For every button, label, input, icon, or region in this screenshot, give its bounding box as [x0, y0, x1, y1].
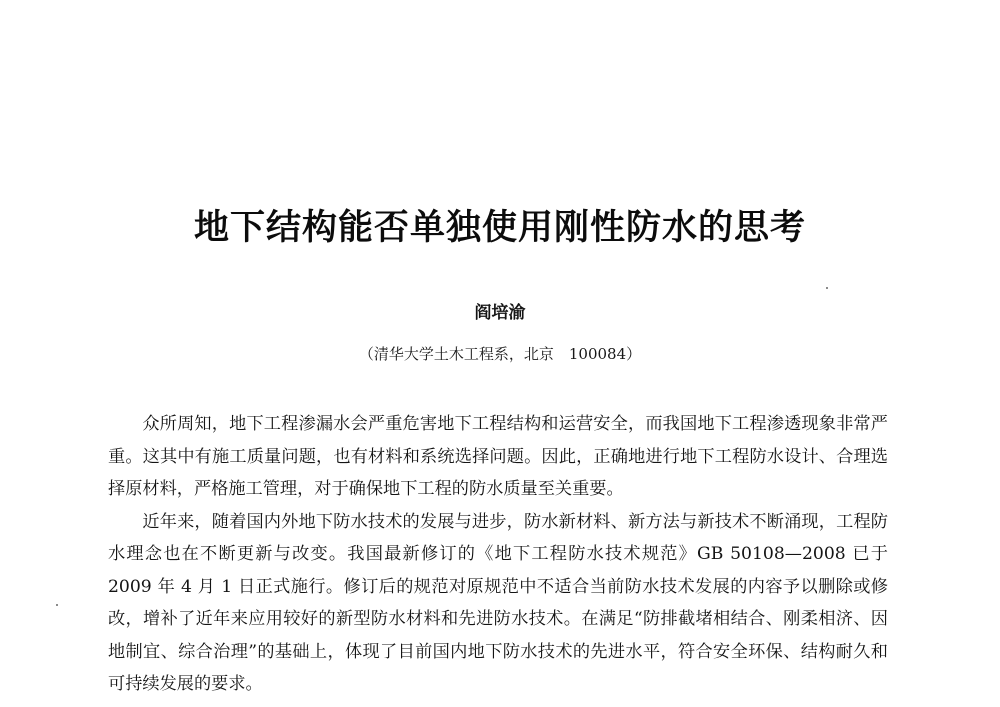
article-body: [108, 408, 888, 701]
body-paragraph-1: 众所周知，地下工程渗漏水会严重危害地下工程结构和运营安全，而我国地下工程渗透现象非常严重。这其中有施工质量问题，也有材料和系统选择问题。因此，正确地进行地下工程防水设计、合理选择原材料，严格施工管理，对于确保地下工程的防水质量至关重要。: [108, 414, 888, 499]
scan-speck: [56, 604, 58, 606]
body-paragraph-2: 近年来，随着国内外地下防水技术的发展与进步，防水新材料、新方法与新技术不断涌现，工程防水理念也在不断更新与改变。我国最新修订的《地下工程防水技术规范》GB 50108—2008 已于 2009 年 4 月 1 日正式施行。修订后的规范对原规范中不适合当前防水技术发展的内容予以删除或修改，增补了近年来应用较好的新型防水材料和先进防水技术。在满足“防排截堵相结合、刚柔相济、因地制宜、综合治理”的基础上，体现了目前国内地下防水技术的先进水平，符合安全环保、结构耐久和可持续发展的要求。: [108, 511, 888, 694]
scan-speck: [826, 287, 828, 289]
article-author: 阎培渝: [474, 303, 526, 323]
article-title: 地下结构能否单独使用刚性防水的思考: [193, 207, 806, 248]
author-affiliation: （清华大学土木工程系，北京 100084）: [358, 345, 642, 363]
